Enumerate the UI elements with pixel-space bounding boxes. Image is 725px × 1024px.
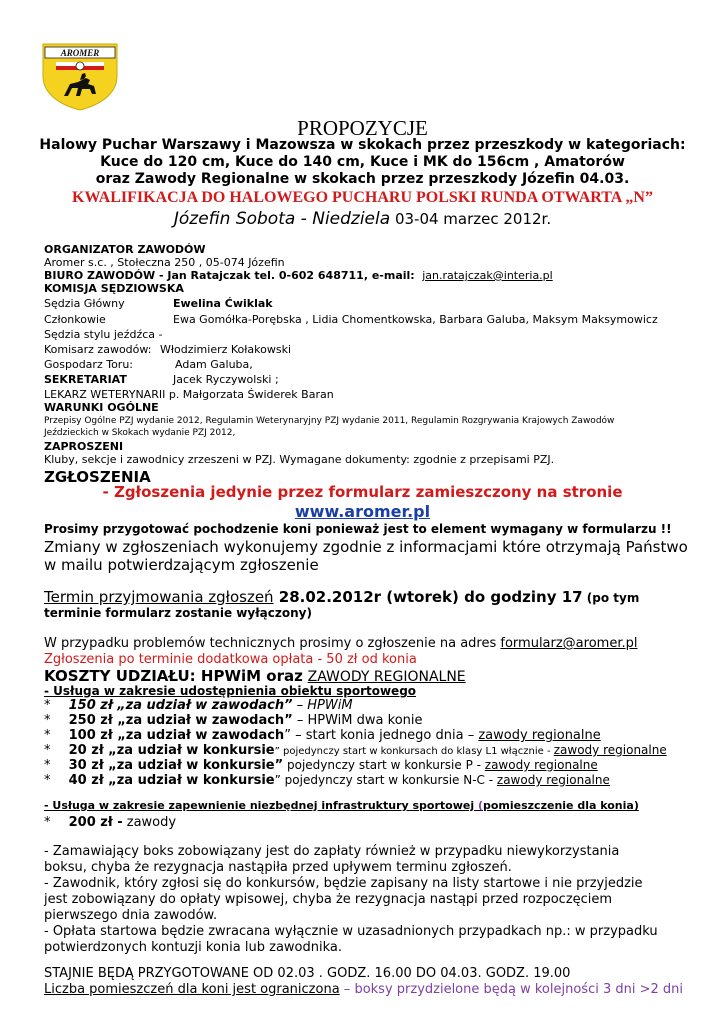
problem-email-link[interactable]: formularz@aromer.pl [500,636,638,651]
stabling-heading-a: - Usługa w zakresie zapewnienie niezbędnej infrastruktury sportowej [44,799,478,812]
note-line: pierwszego dnia zawodów. [44,908,218,923]
note-line: boksu, chyba że rezygnacja nastąpiła przed upływem terminu zgłoszeń. [44,860,512,875]
judge-role-members: Członkowie [44,313,106,326]
note-line: - Zamawiający boks zobowiązany jest do zapłaty również w przypadku niewykorzystania [44,844,620,859]
cost-desc: ” – start konia jednego dnia – [284,728,479,743]
cost-item [44,713,423,728]
cost-desc: – HPWiM dwa konie [292,713,423,728]
judge-name-members: Ewa Gomółka-Porębska , Lidia Chomentkowska, Barbara Galuba, Maksym Maksymowicz [173,313,658,326]
bullet: * [44,698,51,713]
venue-heading: - Usługa w zakresie udostępnienia obiektu sportowego [44,684,417,698]
judges-heading: KOMISJA SĘDZIOWSKA [44,282,184,295]
cost-desc: ” pojedynczy start w konkursach do klasy L1 włącznie - [274,746,554,757]
changes-line-1: Zmiany w zgłoszeniach wykonujemy zgodnie z informacjami które otrzymają Państwo [44,538,688,556]
deadline-value: 28.02.2012r (wtorek) do godziny 17 [273,588,583,606]
note-line: jest zobowiązany do opłaty wpisowej, chyba że rezygnacja nastąpi przed rozpoczęciem [44,892,613,907]
bullet: * [44,773,51,788]
cost-link[interactable]: zawody regionalne [553,743,667,757]
problem-text: W przypadku problemów technicznych prosimy o zgłoszenie na adres [44,636,497,651]
cost-price: 40 zł „za udział w konkursie [68,773,275,788]
stables-ready: STAJNIE BĘDĄ PRZYGOTOWANE OD 02.03 . GODZ. 16.00 DO 04.03. GODZ. 19.00 [44,966,571,981]
judge-role-commissioner: Komisarz zawodów: [44,343,152,356]
note-line: - Zawodnik, który zgłosi się do konkursów, będzie zapisany na listy startowe i nie przyjedzie [44,876,643,891]
cost-desc: – HPWiM [292,698,353,713]
late-fee: Zgłoszenia po terminie dodatkowa opłata - 50 zł od konia [44,652,417,667]
page-title: PROPOZYCJE [297,116,428,140]
note-line: potwierdzonych kontuzji konia lub zawodnika. [44,940,342,955]
stabling-desc: zawody [122,815,177,830]
subtitle-line-2: Kuce do 120 cm, Kuce do 140 cm, Kuce i MK do 156cm , Amatorów [100,154,625,170]
stables-limited: Liczba pomieszczeń dla koni jest ograniczona [44,982,340,997]
cost-item [44,698,353,713]
cost-price: 250 zł „za udział w zawodach” [68,713,293,728]
website-link[interactable]: www.aromer.pl [294,502,431,521]
event-place-days: Józefin Sobota - Niedziela [173,209,391,229]
office-email-link[interactable]: jan.ratajczak@interia.pl [422,269,553,282]
cost-item [44,758,598,773]
cost-price: 20 zł „za udział w konkursie [68,743,275,758]
cost-price: 30 zł „za udział w konkursie” [68,758,284,773]
cost-link[interactable]: zawody regionalne [496,773,610,787]
judge-name-chief: Ewelina Ćwiklak [173,297,273,310]
stabling-item [44,815,176,830]
deadline-note-start: (po tym [582,591,640,605]
subtitle-line-1: Halowy Puchar Warszawy i Mazowsza w skokach przez przeszkody w kategoriach: [39,137,686,153]
deadline-line [44,588,639,606]
cost-link[interactable]: zawody regionalne [478,728,601,743]
stables-dash: – [339,982,355,997]
event-date [0,209,725,229]
cost-desc: pojedynczy start w konkursie P - [283,758,485,772]
cost-price: 100 zł „za udział w zawodach [68,728,285,743]
judge-role-course: Gospodarz Toru: [44,358,133,371]
office-info [44,269,553,282]
event-dates: 03-04 marzec 2012r. [390,210,552,228]
cost-price: 150 zł „za udział w zawodach” [68,698,293,713]
note-line: - Opłata startowa będzie zwracana wyłącznie w uzasadnionych przypadkach np.: w przypadku [44,924,658,939]
cost-desc: ” pojedynczy start w konkursie N-C - [274,773,497,787]
stables-order: boksy przydzielone będą w kolejności 3 dni >2 dni [354,982,684,997]
svg-text:AROMER: AROMER [60,48,100,58]
judge-name-commissioner: Włodzimierz Kołakowski [160,343,292,356]
stabling-heading [44,799,639,812]
qualification-heading: KWALIFIKACJA DO HALOWEGO PUCHARU POLSKI RUNDA OTWARTA „N” [72,189,653,206]
stabling-heading-b: pomieszczenie dla konia) [482,799,639,812]
office-label: BIURO ZAWODÓW - Jan Ratajczak tel. 0-602 648711, e-mail: [44,269,415,282]
general-line-1: Przepisy Ogólne PZJ wydanie 2012, Regulamin Weterynaryjny PZJ wydanie 2011, Regulamin Rozgrywania Krajowych Zawodów [44,416,615,426]
invited-heading: ZAPROSZENI [44,440,124,453]
deadline-note-end: terminie formularz zostanie wyłączony) [44,606,312,620]
subtitle-line-3: oraz Zawody Regionalne w skokach przez przeszkody Józefin 04.03. [95,171,630,187]
judge-role-chief: Sędzia Główny [44,297,125,310]
cost-item [44,773,610,788]
costs-heading [44,667,466,685]
changes-line-2: w mailu potwierdzającym zgłoszenie [44,556,319,574]
deadline-label: Termin przyjmowania zgłoszeń [44,588,274,606]
stabling-price: 200 zł - [68,815,123,830]
judge-name-course: Adam Galuba, [175,358,253,371]
general-line-2: Jeździeckich w Skokach wydanie PZJ 2012, [44,428,236,438]
cost-item [44,728,601,743]
bullet: * [44,758,51,773]
vet-line: LEKARZ WETERYNARII p. Małgorzata Świderek Baran [44,388,334,401]
costs-heading-link[interactable]: ZAWODY REGIONALNE [307,669,466,685]
stabling-heading-paren: ( [477,799,483,812]
general-heading: WARUNKI OGÓLNE [44,401,159,414]
bullet: * [44,815,51,830]
secretariat-label: SEKRETARIAT [44,373,127,386]
judge-role-style: Sędzia stylu jeźdźca - [44,328,163,341]
cost-link[interactable]: zawody regionalne [484,758,598,772]
organizer-heading: ORGANIZATOR ZAWODÓW [44,243,206,256]
entries-form-note: - Zgłoszenia jedynie przez formularz zamieszczony na stronie [102,483,623,501]
bullet: * [44,728,51,743]
costs-heading-bold: KOSZTY UDZIAŁU: HPWiM oraz [44,667,303,685]
cost-item [44,743,667,758]
bullet: * [44,743,51,758]
stables-limited-line [44,982,683,997]
secretariat-name: Jacek Ryczywolski ; [173,373,279,386]
entries-heading: ZGŁOSZENIA [44,468,151,486]
problem-line [44,636,637,651]
origin-note: Prosimy przygotować pochodzenie koni ponieważ jest to element wymagany w formularzu !! [44,522,672,536]
aromer-logo [40,42,120,112]
organizer-address: Aromer s.c. , Stołeczna 250 , 05-074 Józefin [44,256,285,269]
bullet: * [44,713,51,728]
invited-text: Kluby, sekcje i zawodnicy zrzeszeni w PZJ. Wymagane dokumenty: zgodnie z przepisami PZJ. [44,453,555,466]
